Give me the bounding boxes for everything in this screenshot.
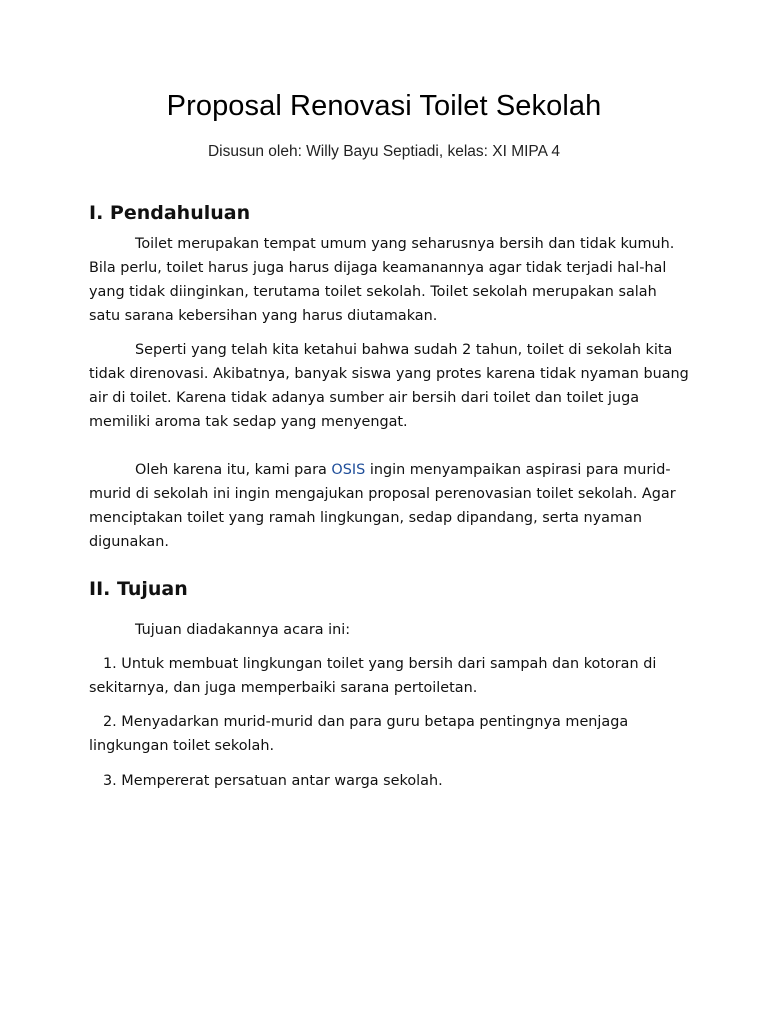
section-heading-pendahuluan: I. Pendahuluan: [89, 202, 251, 224]
document-subtitle: Disusun oleh: Willy Bayu Septiadi, kelas: XI MIPA 4: [207, 143, 561, 160]
pendahuluan-paragraph-1: [89, 232, 689, 328]
osis-highlight: OSIS: [331, 462, 366, 478]
document-title: Proposal Renovasi Toilet Sekolah: [166, 90, 602, 122]
tujuan-intro: [89, 618, 689, 642]
paragraph-text-start: Oleh karena itu, kami para: [135, 462, 332, 478]
tujuan-list-item-2: 2. Menyadarkan murid-murid dan para guru betapa pentingnya menjaga lingkungan toilet sekolah.: [89, 714, 629, 754]
section-heading-tujuan: II. Tujuan: [89, 578, 188, 600]
tujuan-list-item-3: 3. Mempererat persatuan antar warga sekolah.: [103, 773, 443, 789]
tujuan-list-item-1: 1. Untuk membuat lingkungan toilet yang bersih dari sampah dan kotoran di sekitarnya, dan juga memperbaiki sarana pertoiletan.: [89, 656, 657, 696]
pendahuluan-paragraph-3: [89, 458, 689, 554]
paragraph-text: Seperti yang telah kita ketahui bahwa sudah 2 tahun, toilet di sekolah kita tidak direnovasi. Akibatnya, banyak siswa yang protes karena tidak nyaman buang air di toilet. Karena tidak adanya sumber air bersih dari toilet dan toilet juga memiliki aroma tak sedap yang menyengat.: [89, 342, 689, 430]
paragraph-text: Tujuan diadakannya acara ini:: [135, 622, 351, 638]
paragraph-text-end: ingin menyampaikan aspirasi para murid-murid di sekolah ini ingin mengajukan proposal perenovasian toilet sekolah. Agar menciptakan toilet yang ramah lingkungan, sedap dipandang, serta nyaman digunakan.: [89, 462, 676, 550]
paragraph-text: Toilet merupakan tempat umum yang seharusnya bersih dan tidak kumuh. Bila perlu, toilet harus juga harus dijaga keamanannya agar tidak terjadi hal-hal yang tidak diinginkan, terutama toilet sekolah. Toilet sekolah merupakan salah satu sarana kebersihan yang harus diutamakan.: [89, 236, 675, 324]
paragraph-text: [89, 458, 689, 554]
pendahuluan-paragraph-2: [89, 338, 689, 434]
